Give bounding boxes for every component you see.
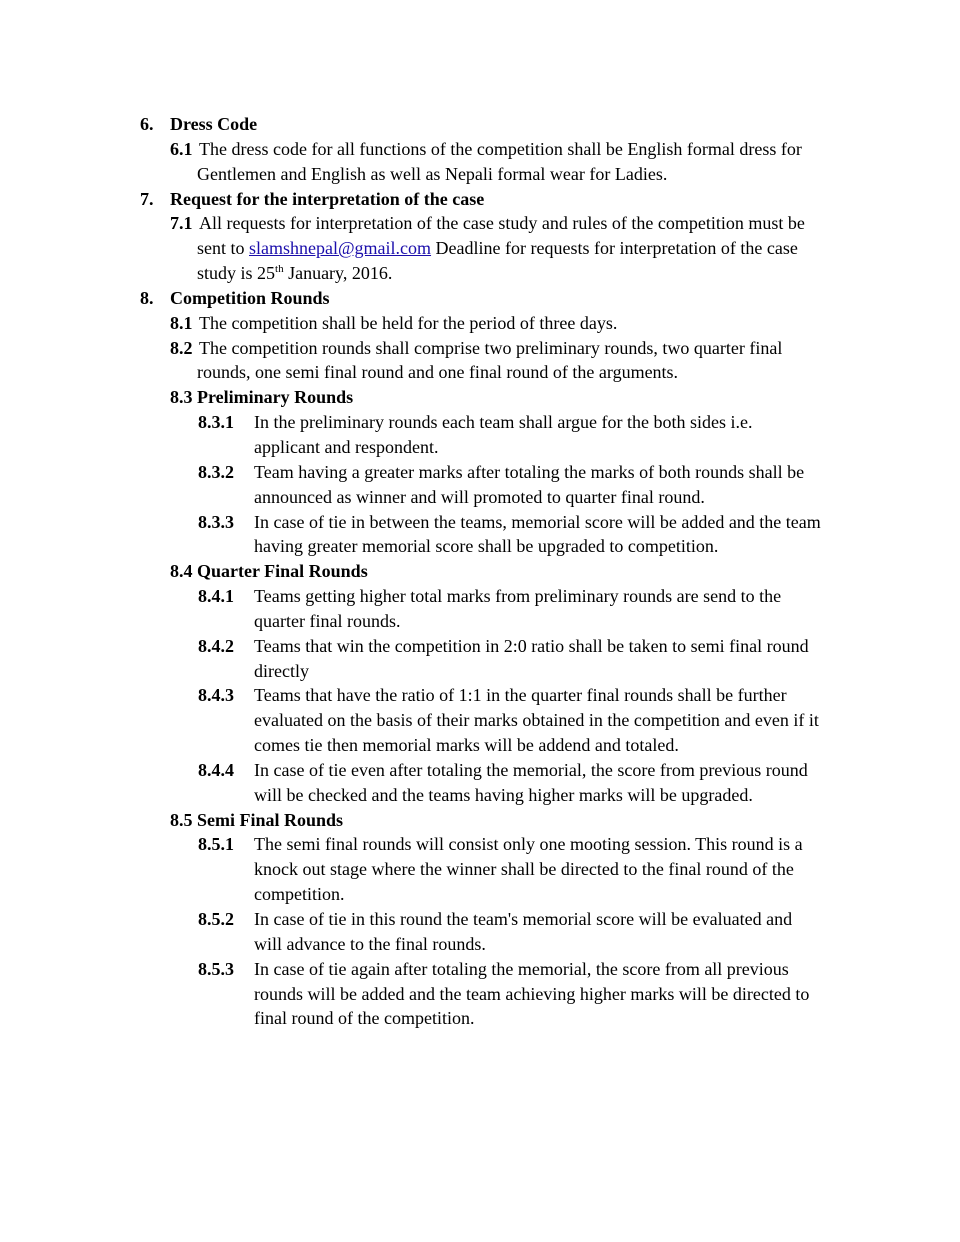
section-6-heading [0,112,960,137]
subsection-8-4-heading [0,559,960,584]
clause-8-4-3 [0,683,960,708]
clause-8-4-4 [0,758,960,783]
section-7-heading [0,187,960,212]
clause-text: The semi final rounds will consist only one mooting session. This round is a [254,834,803,855]
clause-text: evaluated on the basis of their marks obtained in the competition and even if it [254,710,819,731]
section-title: Competition Rounds [170,287,330,308]
clause-8-2-continued [0,360,960,385]
clause-text: final round of the competition. [254,1008,475,1029]
subsection-title: 8.5 Semi Final Rounds [170,809,344,830]
clause-text: competition. [254,884,345,905]
clause-8-5-1 [0,832,960,857]
clause-8-4-3-continued [0,733,960,758]
subsection-title: 8.3 Preliminary Rounds [170,387,354,408]
clause-8-5-3-continued [0,1006,960,1031]
document-page [0,112,960,1031]
clause-text: In case of tie again after totaling the memorial, the score from all previous [254,958,789,979]
clause-8-4-2 [0,634,960,659]
email-link[interactable]: slamshnepal@gmail.com [249,238,432,259]
clause-text: Teams getting higher total marks from preliminary rounds are send to the [254,586,782,607]
clause-text: The dress code for all functions of the competition shall be English formal dress for [199,138,802,159]
clause-number: 8.4.3 [198,685,234,706]
clause-number: 8.3.3 [198,511,234,532]
section-number: 7. [140,188,154,209]
clause-text: sent to [197,238,249,259]
clause-8-3-2 [0,460,960,485]
clause-text: applicant and respondent. [254,436,439,457]
clause-text: Team having a greater marks after totaling the marks of both rounds shall be [254,461,805,482]
clause-text: Teams that win the competition in 2:0 ratio shall be taken to semi final round [254,635,809,656]
clause-number: 8.3.2 [198,461,234,482]
subsection-8-3-heading [0,385,960,410]
section-8-heading [0,286,960,311]
clause-8-4-1 [0,584,960,609]
clause-8-5-2 [0,907,960,932]
clause-text: In case of tie even after totaling the memorial, the score from previous round [254,759,808,780]
clause-number: 7.1 [170,213,193,234]
ordinal-suffix: th [275,263,284,276]
clause-text: In case of tie in this round the team's memorial score will be evaluated and [254,909,793,929]
clause-8-5-1-continued [0,882,960,907]
clause-text: will advance to the final rounds. [254,933,486,954]
clause-number: 8.2 [170,337,193,358]
clause-8-4-2-continued [0,659,960,684]
clause-text: In the preliminary rounds each team shall argue for the both sides i.e. [254,412,753,433]
clause-text: knock out stage where the winner shall be directed to the final round of the [254,859,794,880]
clause-8-3-3 [0,510,960,535]
clause-number: 8.1 [170,312,193,333]
clause-text: Deadline for requests for interpretation of the case [431,238,798,259]
clause-text: The competition shall be held for the period of three days. [199,312,618,333]
clause-8-3-1-continued [0,435,960,460]
clause-8-3-1 [0,410,960,435]
clause-text: January, 2016. [283,263,393,284]
clause-text: Gentlemen and English as well as Nepali formal wear for Ladies. [197,163,668,184]
clause-text: In case of tie in between the teams, memorial score will be added and the team [254,511,821,532]
clause-number: 8.4.1 [198,586,234,607]
clause-8-5-1-continued [0,857,960,882]
subsection-8-5-heading [0,808,960,833]
clause-text: rounds will be added and the team achieving higher marks will be directed to [254,983,810,1004]
clause-7-1 [0,211,960,236]
clause-8-5-2-continued [0,932,960,957]
clause-text: will be checked and the teams having higher marks will be upgraded. [254,784,753,805]
subsection-title: 8.4 Quarter Final Rounds [170,561,368,582]
clause-number: 8.3.1 [198,412,234,433]
clause-text: comes tie then memorial marks will be addend and totaled. [254,735,679,756]
clause-number: 8.5.3 [198,958,234,979]
clause-text-deadline [197,261,392,286]
clause-8-2 [0,336,960,361]
clause-8-5-3 [0,957,960,982]
clause-number: 8.4.2 [198,635,234,656]
clause-text: directly [254,660,309,681]
clause-number: 6.1 [170,138,193,159]
clause-8-4-3-continued [0,708,960,733]
clause-text: quarter final rounds. [254,610,401,631]
clause-7-1-continued [0,261,960,286]
clause-text-with-email [197,236,798,261]
section-title: Request for the interpretation of the case [170,188,485,209]
clause-text: Teams that have the ratio of 1:1 in the quarter final rounds shall be further [254,685,787,706]
section-number: 6. [140,114,154,134]
clause-text: study is 25 [197,263,276,284]
clause-text: announced as winner and will promoted to quarter final round. [254,486,705,507]
clause-number: 8.5.2 [198,909,234,929]
clause-text: The competition rounds shall comprise two preliminary rounds, two quarter final [199,337,783,358]
clause-7-1-continued [0,236,960,261]
clause-8-3-2-continued [0,485,960,510]
clause-text: rounds, one semi final round and one final round of the arguments. [197,362,679,383]
clause-8-1 [0,311,960,336]
clause-number: 8.5.1 [198,834,234,855]
clause-text: All requests for interpretation of the case study and rules of the competition must be [199,213,805,234]
clause-number: 8.4.4 [198,759,234,780]
section-title: Dress Code [170,114,258,134]
clause-6-1 [0,137,960,162]
clause-6-1-continued [0,162,960,187]
section-number: 8. [140,287,154,308]
clause-8-4-1-continued [0,609,960,634]
clause-8-3-3-continued [0,534,960,559]
clause-8-5-3-continued [0,982,960,1007]
clause-text: having greater memorial score shall be upgraded to competition. [254,536,719,557]
clause-8-4-4-continued [0,783,960,808]
